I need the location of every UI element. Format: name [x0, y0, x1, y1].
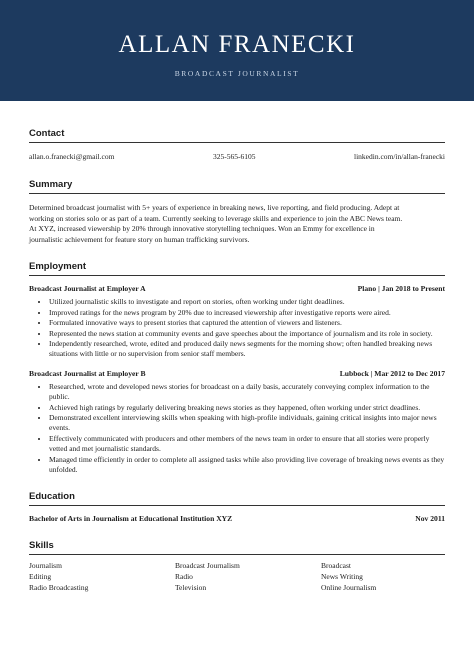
contact-heading: Contact [29, 128, 445, 143]
resume-header [0, 0, 474, 101]
job-entry [29, 369, 445, 476]
job-bullet: • Demonstrated excellent interviewing skills when speaking with high-profile individuals, gaining critical insights into major news events. [49, 413, 445, 434]
skills-section [29, 540, 445, 593]
job-bullet: • Formulated innovative ways to present stories that captured the attention of viewers and listeners. [49, 318, 445, 328]
education-section [29, 491, 445, 523]
skill-item: Radio [175, 572, 193, 582]
education-heading: Education [29, 491, 445, 506]
job-entry [29, 284, 445, 359]
job-bullets [29, 382, 445, 476]
skills-heading: Skills [29, 540, 445, 555]
job-bullets [29, 297, 445, 359]
job-header [29, 284, 445, 293]
degree: Bachelor of Arts in Journalism at Educational Institution XYZ [29, 514, 233, 524]
summary-line: Determined broadcast journalist with 5+ years of experience in breaking news, live reporting, and field producing. Adept at [29, 203, 400, 212]
contact-section [29, 128, 445, 161]
job-bullet: • Independently researched, wrote, edited and produced daily news segments for the morning show; often handled breaking news situations with little or no supervision from senior staff members. [49, 339, 445, 360]
job-header [29, 369, 445, 378]
job-bullet: • Improved ratings for the news program by 20% due to increased viewership after investigative reports were aired. [49, 308, 445, 318]
skill-item: Broadcast Journalism [175, 561, 240, 571]
summary-heading: Summary [29, 179, 445, 194]
summary-line: At XYZ, increased viewership by 20% through innovative storytelling techniques. Won an Emmy for excellence in [29, 224, 375, 234]
summary-line: working on stories solo or as part of a team. Currently seeking to leverage skills and experience to join the ABC News team. [29, 213, 403, 223]
graduation-date: Nov 2011 [415, 514, 445, 524]
candidate-name: ALLAN FRANECKI [118, 31, 356, 58]
resume-body [0, 128, 474, 593]
contact-phone[interactable]: 325-565-6105 [212, 152, 256, 161]
job-title: Broadcast Journalist at Employer A [29, 284, 146, 294]
job-bullet: • Managed time efficiently in order to complete all assigned tasks while also providing live coverage of breaking news events as they unfolded. [49, 455, 445, 476]
skill-item: Broadcast [321, 561, 351, 571]
job-meta: Lubbock | Mar 2012 to Dec 2017 [339, 368, 445, 378]
skill-item: Editing [29, 572, 52, 582]
job-bullet: • Effectively communicated with producers and other members of the news team in order to ensure that all stories were properly vetted and met journalistic standards. [49, 434, 445, 455]
skill-item: Radio Broadcasting [29, 582, 89, 592]
candidate-title: BROADCAST JOURNALIST [174, 69, 300, 78]
job-bullet: • Utilized journalistic skills to investigate and report on stories, often working under tight deadlines. [49, 297, 445, 307]
summary-text [29, 203, 445, 245]
job-title: Broadcast Journalist at Employer B [29, 368, 146, 378]
job-bullet: • Achieved high ratings by regularly delivering breaking news stories as they happened, often working under strict deadlines. [49, 403, 445, 413]
skill-item: News Writing [321, 572, 363, 582]
skill-item: Journalism [29, 561, 62, 571]
employment-heading: Employment [29, 261, 445, 276]
employment-section [29, 261, 445, 475]
contact-linkedin[interactable]: linkedin.com/in/allan-franecki [353, 152, 445, 161]
skill-item: Online Journalism [321, 582, 377, 592]
job-bullet: • Represented the news station at community events and gave speeches about the importance of journalism and its role in society. [49, 329, 445, 339]
contact-email[interactable]: allan.o.franecki@gmail.com [29, 152, 115, 161]
summary-section [29, 179, 445, 245]
contact-row [29, 152, 445, 161]
summary-line: journalistic achievement for feature story on human trafficking survivors. [29, 234, 250, 244]
job-bullet: • Researched, wrote and developed news stories for broadcast on a daily basis, accurately conveying complex information to the public. [49, 382, 445, 403]
job-meta: Plano | Jan 2018 to Present [357, 284, 445, 294]
education-row [29, 514, 445, 523]
skills-grid [29, 561, 445, 593]
skill-item: Television [175, 582, 207, 592]
